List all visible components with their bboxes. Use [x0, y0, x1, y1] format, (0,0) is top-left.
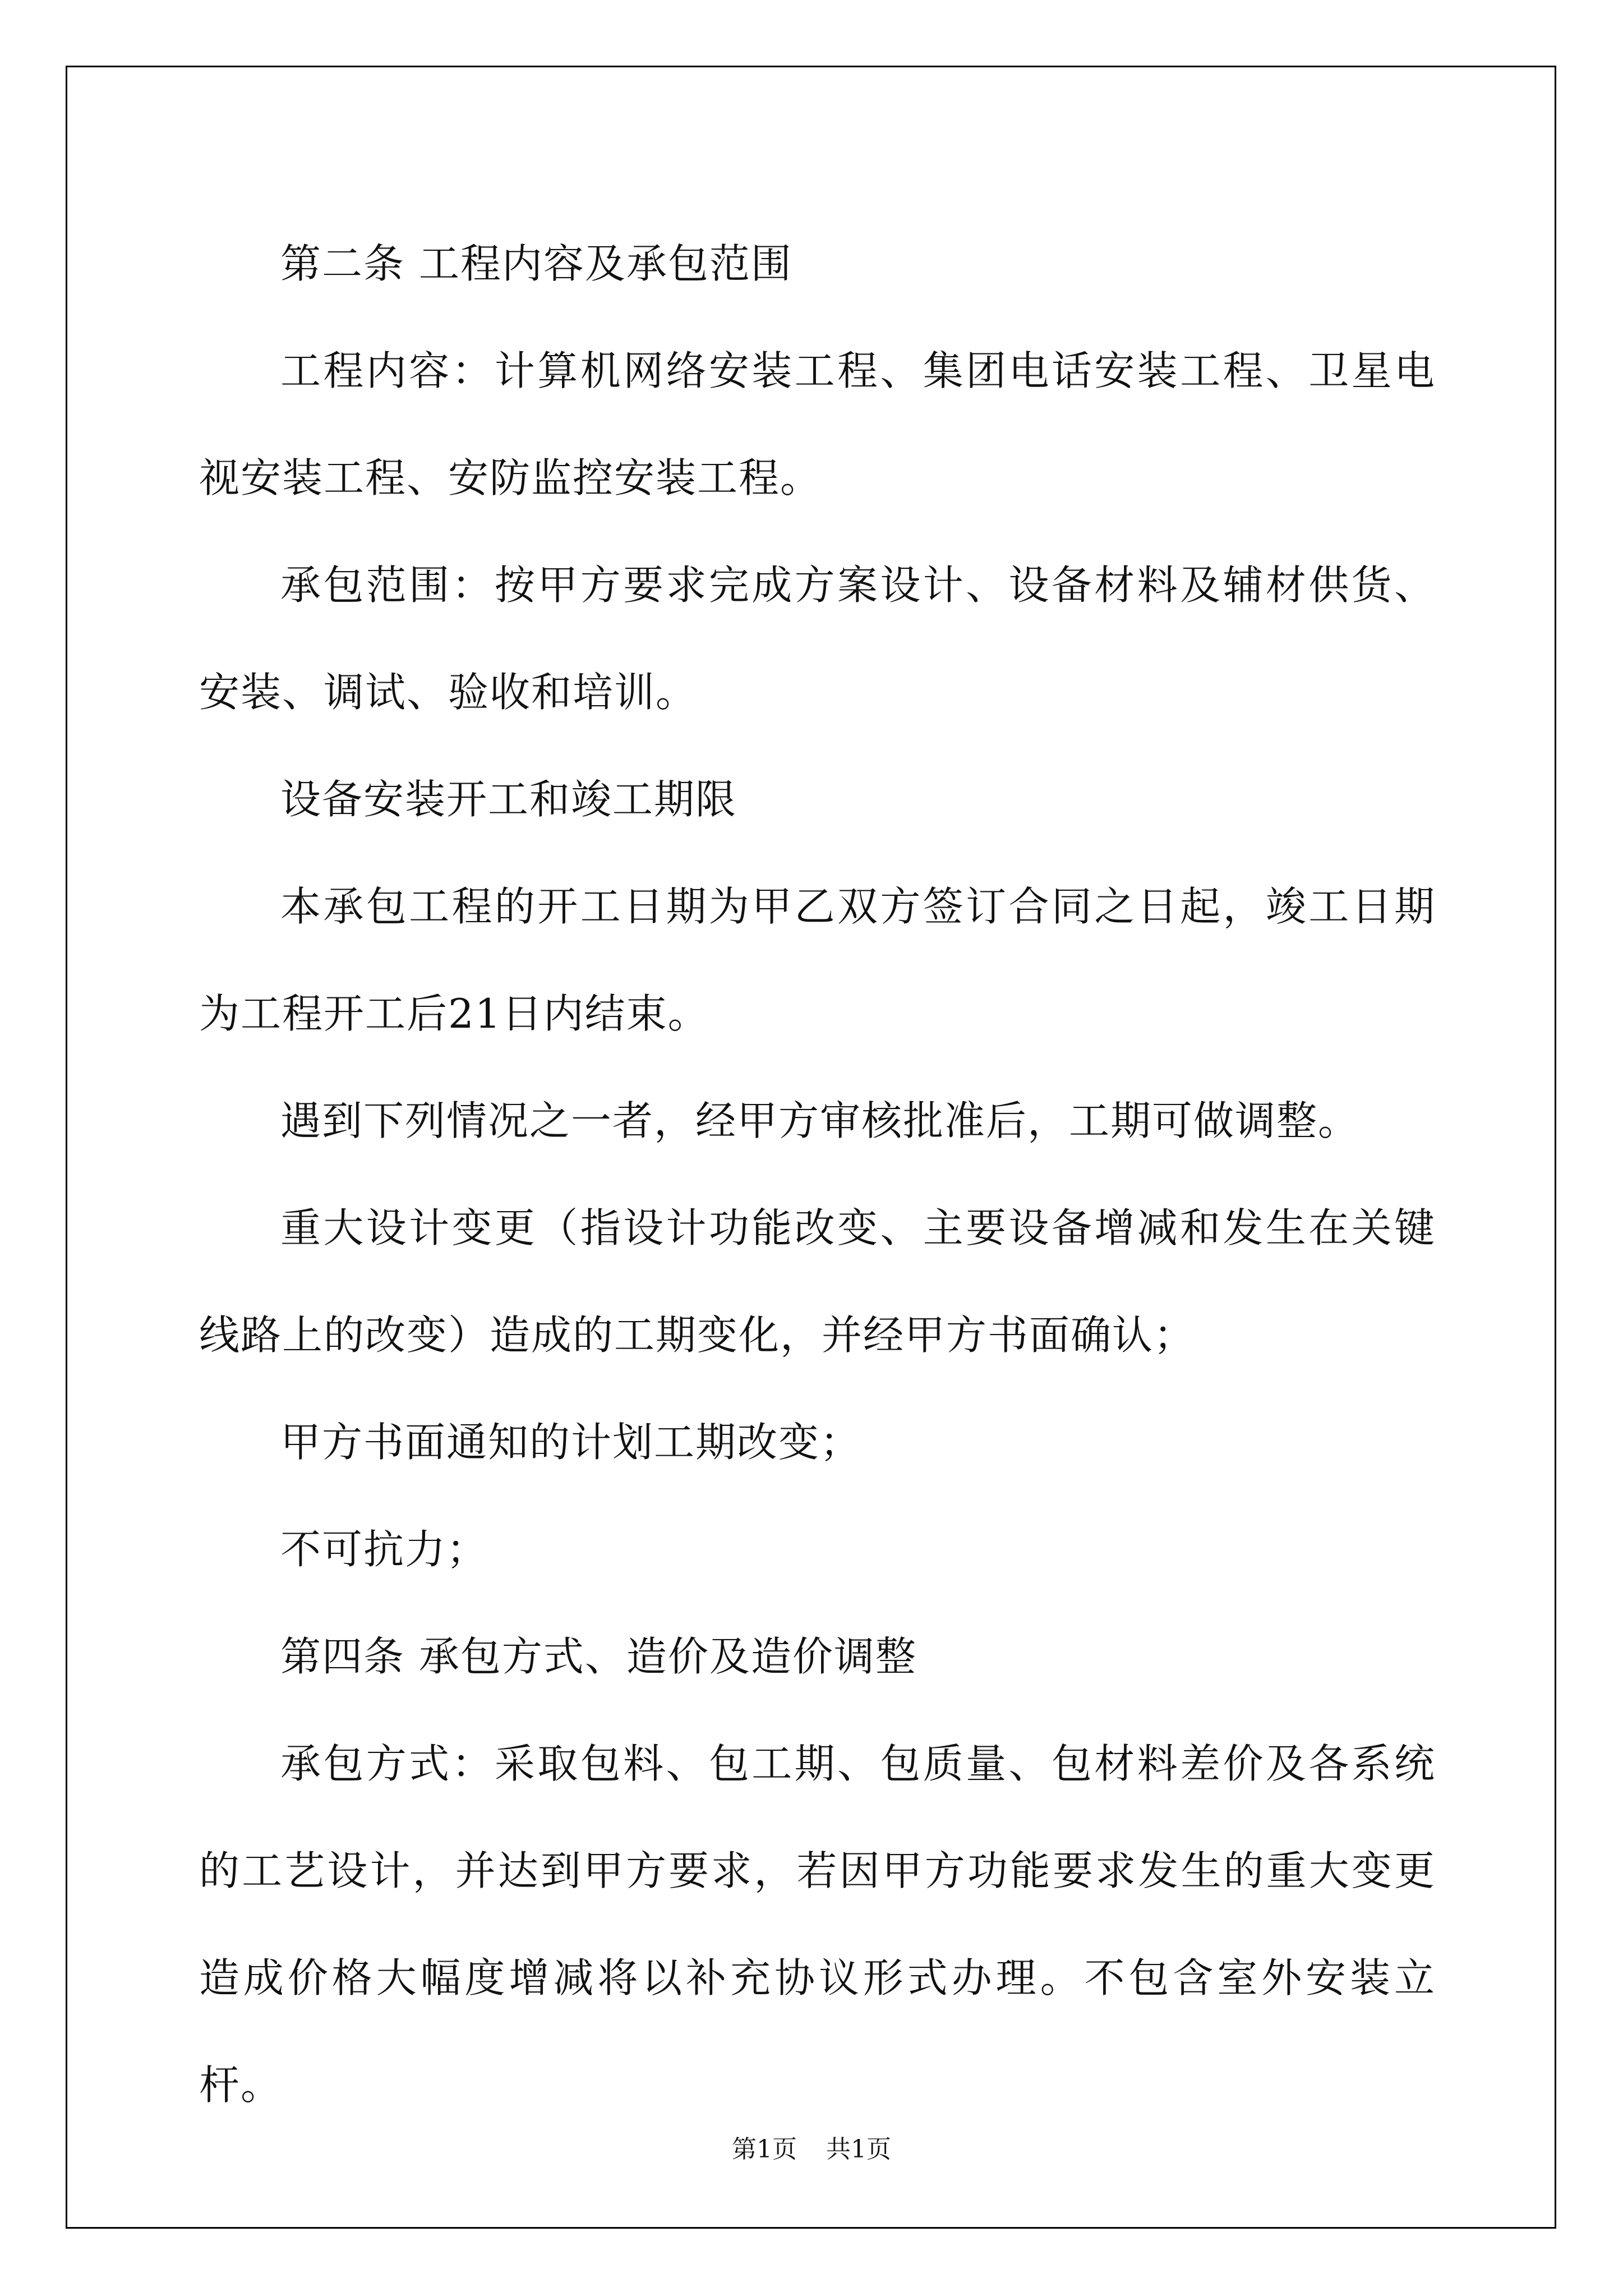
paragraph: 承包方式：采取包料、包工期、包质量、包材料差价及各系统的工艺设计，并达到甲方要求，若因甲方功能要求发生的重大变更造成价格大幅度增减将以补充协议形式办理。不包含室外安装立杆。 [199, 1740, 1436, 2109]
document-body [199, 210, 1436, 2139]
paragraph: 重大设计变更（指设计功能改变、主要设备增减和发生在关键线路上的改变）造成的工期变化，并经甲方书面确认； [199, 1204, 1436, 1359]
paragraph: 工程内容：计算机网络安装工程、集团电话安装工程、卫星电视安装工程、安防监控安装工程。 [199, 347, 1436, 501]
section-heading: 设备安装开工和竣工期限 [280, 776, 737, 823]
page-total: 共1页 [826, 2135, 891, 2164]
section-heading: 第二条 工程内容及承包范围 [280, 240, 792, 287]
paragraph: 本承包工程的开工日期为甲乙双方签订合同之日起，竣工日期为工程开工后21日内结束。 [199, 883, 1436, 1037]
paragraph: 遇到下列情况之一者，经甲方审核批准后，工期可做调整。 [280, 1097, 1360, 1144]
section-heading: 第四条 承包方式、造价及造价调整 [280, 1633, 917, 1680]
paragraph: 不可抗力； [280, 1526, 488, 1573]
page-number: 第1页 [732, 2135, 797, 2164]
paragraph: 承包范围：按甲方要求完成方案设计、设备材料及辅材供货、安装、调试、验收和培训。 [199, 562, 1436, 716]
paragraph: 甲方书面通知的计划工期改变； [280, 1419, 862, 1466]
page-footer [0, 2129, 1623, 2165]
